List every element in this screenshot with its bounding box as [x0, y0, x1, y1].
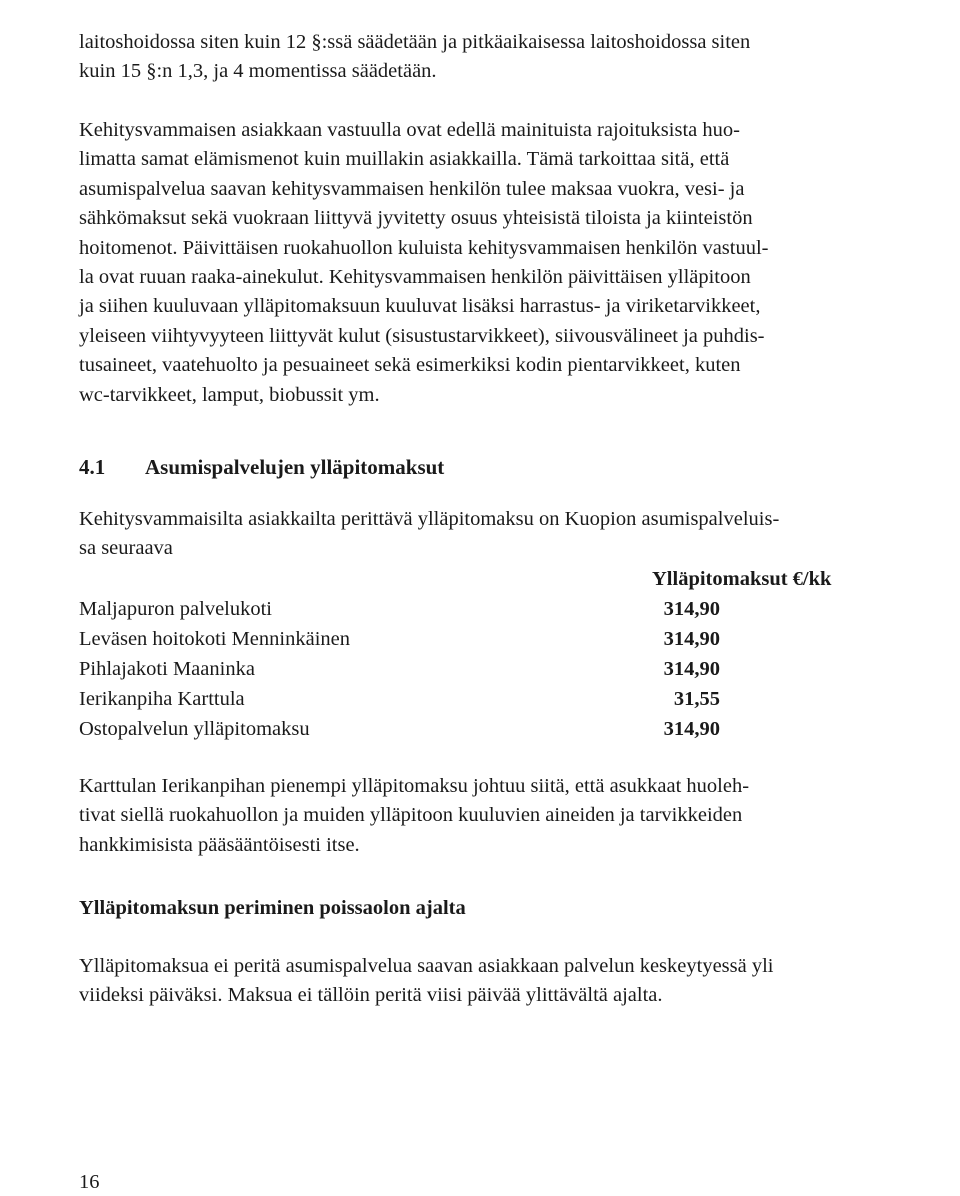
- text-line: hankkimisista pääsääntöisesti itse.: [79, 833, 360, 856]
- page-number: 16: [79, 1171, 100, 1193]
- fee-table: [79, 564, 879, 744]
- text-line: la ovat ruuan raaka-ainekulut. Kehitysvammaisen henkilön päivittäisen ylläpitoon: [79, 265, 751, 288]
- fee-table-row: [79, 624, 879, 654]
- text-line: Ylläpitomaksua ei peritä asumispalvelua saavan asiakkaan palvelun keskeytyessä yli: [79, 955, 774, 977]
- text-line: sähkömaksut sekä vuokraan liittyvä jyvitetty osuus yhteisistä tiloista ja kiinteistön: [79, 207, 753, 230]
- fee-row-name: Pihlajakoti Maaninka: [79, 658, 255, 680]
- paragraph-fee-intro: [79, 505, 779, 564]
- text-line: tusaineet, vaatehuolto ja pesuaineet sekä esimerkiksi kodin pientarvikkeet, kuten: [79, 354, 741, 377]
- text-line: viideksi päiväksi. Maksua ei tällöin peritä viisi päivää ylittävältä ajalta.: [79, 984, 663, 1007]
- text-line: Kehitysvammaisilta asiakkailta perittävä ylläpitomaksu on Kuopion asumispalveluis-: [79, 508, 780, 530]
- fee-row-name: Maljapuron palvelukoti: [79, 598, 272, 620]
- text-line: yleiseen viihtyvyyteen liittyvät kulut (sisustustarvikkeet), siivousvälineet ja puhdis-: [79, 324, 765, 347]
- fee-row-name: Ostopalvelun ylläpitomaksu: [79, 718, 310, 740]
- fee-table-row: [79, 594, 879, 624]
- fee-table-header: Ylläpitomaksut €/kk: [652, 568, 832, 590]
- text-line: limatta samat elämismenot kuin muillakin asiakkailla. Tämä tarkoittaa sitä, että: [79, 148, 730, 171]
- fee-row-amount: 31,55: [673, 688, 720, 710]
- paragraph-karttula: [79, 772, 749, 860]
- text-line: Karttulan Ierikanpihan pienempi ylläpitomaksu johtuu siitä, että asukkaat huoleh-: [79, 775, 750, 797]
- text-line: ja siihen kuuluvaan ylläpitomaksuun kuuluvat lisäksi harrastus- ja viriketarvikkeet,: [79, 295, 761, 318]
- text-line: kuin 15 §:n 1,3, ja 4 momentissa säädetään.: [79, 60, 437, 83]
- fee-row-amount: 314,90: [663, 658, 720, 680]
- text-line: Kehitysvammaisen asiakkaan vastuulla ovat edellä mainituista rajoituksista huo-: [79, 119, 740, 141]
- text-line: hoitomenot. Päivittäisen ruokahuollon kuluista kehitysvammaisen henkilön vastuul-: [79, 236, 769, 259]
- fee-row-amount: 314,90: [663, 628, 720, 650]
- fee-row-name: Ierikanpiha Karttula: [79, 688, 245, 710]
- text-line: asumispalvelua saavan kehitysvammaisen henkilön tulee maksaa vuokra, vesi- ja: [79, 177, 745, 200]
- fee-table-row: [79, 714, 879, 744]
- text-line: sa seuraava: [79, 537, 173, 560]
- subheading: Ylläpitomaksun periminen poissaolon ajalta: [79, 897, 466, 919]
- section-title: Asumispalvelujen ylläpitomaksut: [145, 455, 445, 479]
- fee-row-amount: 314,90: [663, 598, 720, 620]
- section-number: 4.1: [79, 455, 106, 479]
- paragraph-absence: [79, 952, 774, 1011]
- text-line: laitoshoidossa siten kuin 12 §:ssä säädetään ja pitkäaikaisessa laitoshoidossa siten: [79, 31, 751, 53]
- paragraph-intro: [79, 28, 750, 87]
- section-heading: [79, 452, 444, 482]
- fee-row-name: Leväsen hoitokoti Menninkäinen: [79, 628, 350, 650]
- text-line: tivat siellä ruokahuollon ja muiden ylläpitoon kuuluvien aineiden ja tarvikkeiden: [79, 804, 743, 827]
- fee-row-amount: 314,90: [663, 718, 720, 740]
- fee-table-row: [79, 654, 879, 684]
- text-line: wc-tarvikkeet, lamput, biobussit ym.: [79, 383, 380, 406]
- fee-table-row: [79, 684, 879, 714]
- paragraph-responsibility: [79, 116, 769, 410]
